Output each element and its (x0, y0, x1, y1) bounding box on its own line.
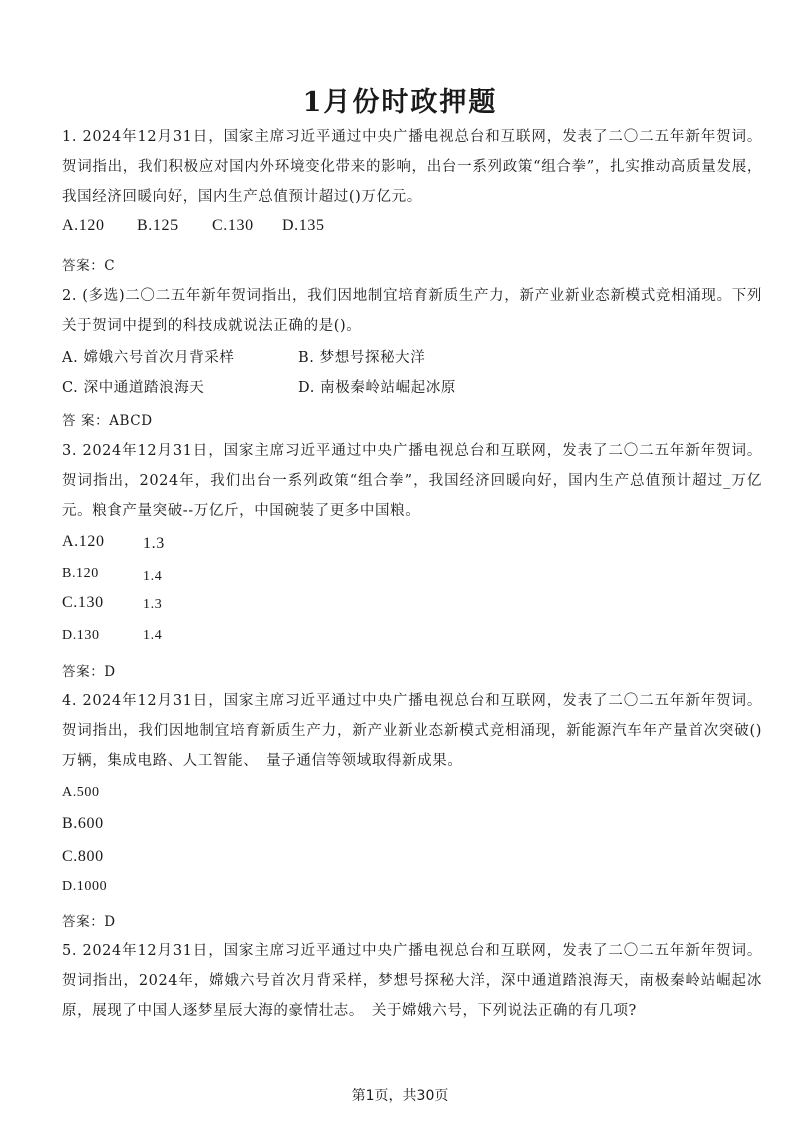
question-3-text: 3. 2024年12月31日，国家主席习近平通过中央广播电视总台和互联网，发表了二〇二五年新年贺词。贺词指出，2024年，我们出台一系列政策“组合拳”，我国经济回暖向好，国内生产总值预计超过_万亿元。粮食产量突破--万亿斤，中国碗装了更多中国粮。 (62, 443, 762, 519)
question-4-text: 4. 2024年12月31日，国家主席习近平通过中央广播电视总台和互联网，发表了二〇二五年新年贺词。贺词指出，我们因地制宜培育新质生产力，新产业新业态新模式竞相涌现，新能源汽车年产量首次突破()万辆，集成电路、人工智能、 量子通信等领域取得新成果。 (62, 693, 762, 769)
q3-answer: 答案：D (62, 664, 116, 680)
q3-option-a: A.120 (62, 533, 105, 550)
q4-option-a: A.500 (62, 785, 100, 800)
q2-option-d: D. 南极秦岭站崛起冰原 (298, 380, 457, 396)
q4-option-c: C.800 (62, 848, 104, 865)
q3-option-d: D.130 (62, 628, 100, 643)
q1-option-c: C.130 (212, 217, 254, 234)
q3-option-c-value: 1.3 (143, 597, 163, 612)
q1-option-b: B.125 (137, 217, 179, 234)
q2-option-b: B. 梦想号探秘大洋 (298, 350, 426, 366)
question-1-text: 1. 2024年12月31日，国家主席习近平通过中央广播电视总台和互联网，发表了二〇二五年新年贺词。贺词指出，我们积极应对国内外环境变化带来的影响，出台一系列政策“组合拳”，扎实推动高质量发展，我国经济回暖向好，国内生产总值预计超过()万亿元。 (62, 129, 762, 205)
q2-option-a: A. 嫦娥六号首次月背采样 (62, 350, 235, 366)
q1-option-a: A.120 (62, 217, 105, 234)
q4-answer: 答案：D (62, 914, 116, 930)
q2-option-c: C. 深中通道踏浪海天 (62, 380, 205, 396)
q3-option-d-value: 1.4 (143, 628, 163, 643)
q2-answer: 答 案：ABCD (62, 413, 153, 429)
page-title: 1月份时政押题 (302, 87, 498, 118)
question-2-text: 2. (多选)二〇二五年新年贺词指出，我们因地制宜培育新质生产力，新产业新业态新模式竞相涌现。下列关于贺词中提到的科技成就说法正确的是()。 (62, 288, 762, 334)
q1-option-d: D.135 (282, 217, 325, 234)
q1-answer: 答案：C (62, 258, 116, 274)
q3-option-c: C.130 (62, 594, 104, 611)
q4-option-d: D.1000 (62, 879, 108, 894)
q3-option-b-value: 1.4 (143, 569, 163, 584)
q4-option-b: B.600 (62, 815, 104, 832)
page-footer: 第1页，共30页 (351, 1088, 449, 1104)
question-5-text: 5. 2024年12月31日，国家主席习近平通过中央广播电视总台和互联网，发表了二〇二五年新年贺词。贺词指出，2024年，嫦娥六号首次月背采样，梦想号探秘大洋，深中通道踏浪海天，南极秦岭站崛起冰原，展现了中国人逐梦星辰大海的豪情壮志。 关于嫦娥六号，下列说法正确的有几项? (62, 943, 762, 1019)
q3-option-a-value: 1.3 (143, 535, 165, 552)
q3-option-b: B.120 (62, 566, 99, 581)
